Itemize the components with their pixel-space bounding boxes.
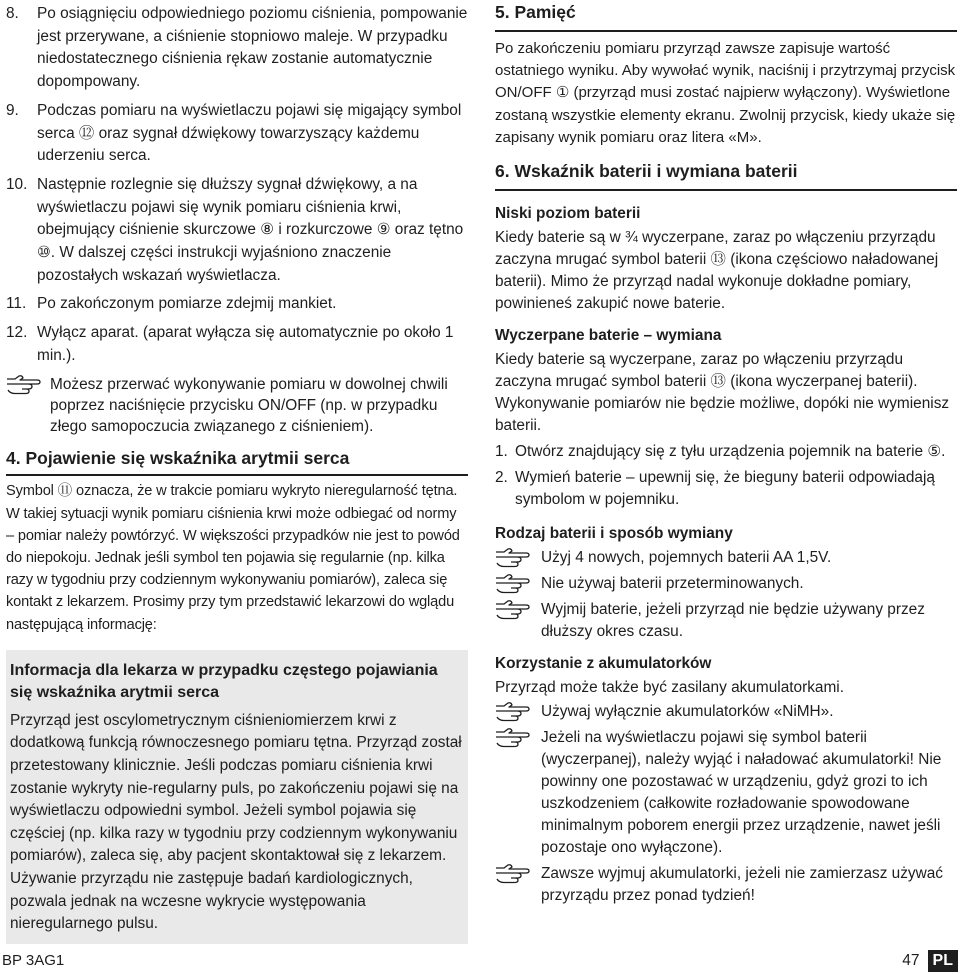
info-box-body: Przyrząd jest oscylometrycznym ciśnieniomierzem krwi z dodatkową funkcją równoczesnego pomiaru tętna. Przyrząd został przetestowany klinicznie. Jeśli podczas pomiaru ciśnienia krwi zostanie wykryty nie-regularny puls, po zakończeniu pojawi się na wyświetlaczu odpowiedni symbol. Jeżeli symbol pojawia się częściej (np. kilka razy w tygodniu przy codziennym wykonywaniu pomiarów), zaleca się, aby pacjent skontaktował się z lekarzem. Używanie przyrządu nie zastępuje badań kardiologicznych, pozwala jednak na wczesne wykrycie występowania nieregularnego pulsu.: [10, 711, 462, 933]
list-item: [6, 100, 468, 168]
list-item: [495, 467, 957, 511]
list-item-text: Wymień baterie – upewnij się, że bieguny baterii odpowiadają symbolom w pojemniku.: [515, 469, 935, 509]
pointing-hand-icon: [495, 864, 541, 884]
list-item-text: Po osiągnięciu odpowiedniego poziomu ciśnienia, pompowanie jest przerywane, a ciśnienie stopniowo maleje. W przypadku niedostatecznego ciśnienia rękaw zostanie automatycznie dopompowany.: [37, 5, 468, 91]
list-item-text: Podczas pomiaru na wyświetlaczu pojawi się migający symbol serca ⑫ oraz sygnał dźwiękowy towarzyszący każdemu uderzeniu serca.: [37, 101, 462, 165]
pointing-hand-icon: [495, 600, 541, 620]
list-item: [495, 441, 957, 463]
list-item-number: 8.: [6, 5, 19, 22]
list-item: [6, 174, 468, 288]
tip-note: [495, 863, 957, 907]
tip-text: Użyj 4 nowych, pojemnych baterii AA 1,5V.: [541, 549, 832, 567]
subheading: Niski poziom baterii: [495, 205, 641, 223]
pointing-hand-icon: [495, 702, 541, 722]
measurement-steps-list: [6, 3, 468, 368]
list-item-number: 10.: [6, 175, 28, 193]
list-item: [6, 3, 468, 94]
doctor-info-box: [6, 650, 468, 944]
tip-text: Używaj wyłącznie akumulatorków «NiMH».: [541, 703, 834, 721]
language-badge: PL: [928, 950, 958, 972]
pointing-hand-icon: [495, 574, 541, 594]
left-column: [6, 3, 468, 944]
tip-note: [495, 701, 957, 723]
tip-note: [495, 573, 957, 595]
list-item-number: 9.: [6, 101, 19, 119]
tip-note: [495, 727, 957, 859]
section-divider: [495, 189, 957, 191]
pointing-hand-icon: [6, 375, 50, 395]
tip-text: Jeżeli na wyświetlaczu pojawi się symbol baterii (wyczerpanej), należy wyjąć i naładować akumulatorki! Nie powinny one pozostawać w urządzeniu, gdyż grozi to ich uszkodzeniem (całkowite rozładowanie spowodowane minimalnym poborem energii przez urządzenie, nawet jeśli pozostaje ono wyłączone).: [541, 729, 942, 857]
section-body: Symbol ⑪ oznacza, że w trakcie pomiaru wykryto nieregularność tętna. W takiej sytuacji wynik pomiaru ciśnienia krwi może odbiegać od normy – pomiar należy powtórzyć. W większości przypadków nie jest to powód do niepokoju. Jednak jeśli symbol ten pojawia się regularnie (np. kilka razy w tygodniu przy codziennym wykonywaniu pomiarów), zaleca się kontakt z lekarzem. Prosimy przy tym przedstawić lekarzowi do wglądu następującą informację:: [6, 483, 460, 633]
paragraph: Przyrząd może także być zasilany akumulatorkami.: [495, 679, 844, 697]
pointing-hand-icon: [495, 548, 541, 568]
list-item-text: Otwórz znajdujący się z tyłu urządzenia pojemnik na baterie ⑤.: [515, 443, 946, 461]
subheading: Rodzaj baterii i sposób wymiany: [495, 525, 733, 543]
list-item-number: 11.: [6, 295, 27, 313]
tip-text: Zawsze wyjmuj akumulatorki, jeżeli nie zamierzasz używać przyrządu przez ponad tydzień!: [541, 865, 943, 905]
tip-text: Wyjmij baterie, jeżeli przyrząd nie będzie używany przez dłuższy okres czasu.: [541, 601, 925, 641]
paragraph: Kiedy baterie są w ¾ wyczerpane, zaraz po włączeniu przyrządu zaczyna mrugać symbol baterii ⑬ (ikona częściowo naładowanej baterii). Mimo że przyrząd nadal wykonuje dokładne pomiary, powinieneś zakupić nowe baterie.: [495, 229, 939, 313]
section-title: 6. Wskaźnik baterii i wymiana baterii: [495, 161, 798, 182]
list-item-number: 2.: [495, 469, 508, 487]
section-body: Po zakończeniu pomiaru przyrząd zawsze zapisuje wartość ostatniego wyniku. Aby wywołać wynik, naciśnij i przytrzymaj przycisk ON/OFF ① (przyrząd musi zostać najpierw wyłączony). Wyświetlone zostaną wszystkie elementy ekranu. Zwolnij przycisk, kiedy ukaże się zapisany wynik pomiaru oraz litera «M».: [495, 40, 956, 146]
info-box-title: Informacja dla lekarza w przypadku częstego pojawiania się wskaźnika arytmii serca: [10, 661, 438, 702]
subheading: Wyczerpane baterie – wymiana: [495, 327, 722, 345]
tip-note: [495, 599, 957, 643]
list-item-text: Wyłącz aparat. (aparat wyłącza się automatycznie po około 1 min.).: [37, 324, 454, 364]
paragraph: Kiedy baterie są wyczerpane, zaraz po włączeniu przyrządu zaczyna mrugać symbol baterii ⑬ (ikona wyczerpanej baterii). Wykonywanie pomiarów nie będzie możliwe, dopóki nie wymienisz baterii.: [495, 351, 950, 435]
page-number: 47: [902, 952, 920, 969]
list-item-number: 12.: [6, 324, 28, 342]
section-title: 5. Pamięć: [495, 2, 576, 22]
list-item-text: Po zakończonym pomiarze zdejmij mankiet.: [37, 295, 337, 313]
list-item-number: 1.: [495, 443, 508, 461]
list-item: [6, 322, 468, 367]
tip-note: [6, 374, 468, 438]
tip-text: Nie używaj baterii przeterminowanych.: [541, 575, 804, 593]
section-title: 4. Pojawienie się wskaźnika arytmii serca: [6, 448, 350, 469]
subheading: Korzystanie z akumulatorków: [495, 655, 712, 673]
right-column: [495, 0, 957, 911]
list-item-text: Następnie rozlegnie się dłuższy sygnał dźwiękowy, a na wyświetlaczu pojawi się wynik pomiaru ciśnienia krwi, obejmujący ciśnienie skurczowe ⑧ i rozkurczowe ⑨ oraz tętno ⑩. W dalszej części instrukcji wyjaśniono znaczenie pozostałych wskazań wyświetlacza.: [37, 175, 464, 284]
section-divider: [495, 30, 957, 32]
list-item: [6, 293, 468, 316]
page-footer: [902, 950, 958, 972]
pointing-hand-icon: [495, 728, 541, 748]
tip-note: [495, 547, 957, 569]
model-label: BP 3AG1: [2, 952, 65, 969]
tip-text: Możesz przerwać wykonywanie pomiaru w dowolnej chwili poprzez naciśnięcie przycisku ON/OFF (np. w przypadku złego samopoczucia związanego z ciśnieniem).: [50, 375, 448, 436]
section-divider: [6, 474, 468, 476]
